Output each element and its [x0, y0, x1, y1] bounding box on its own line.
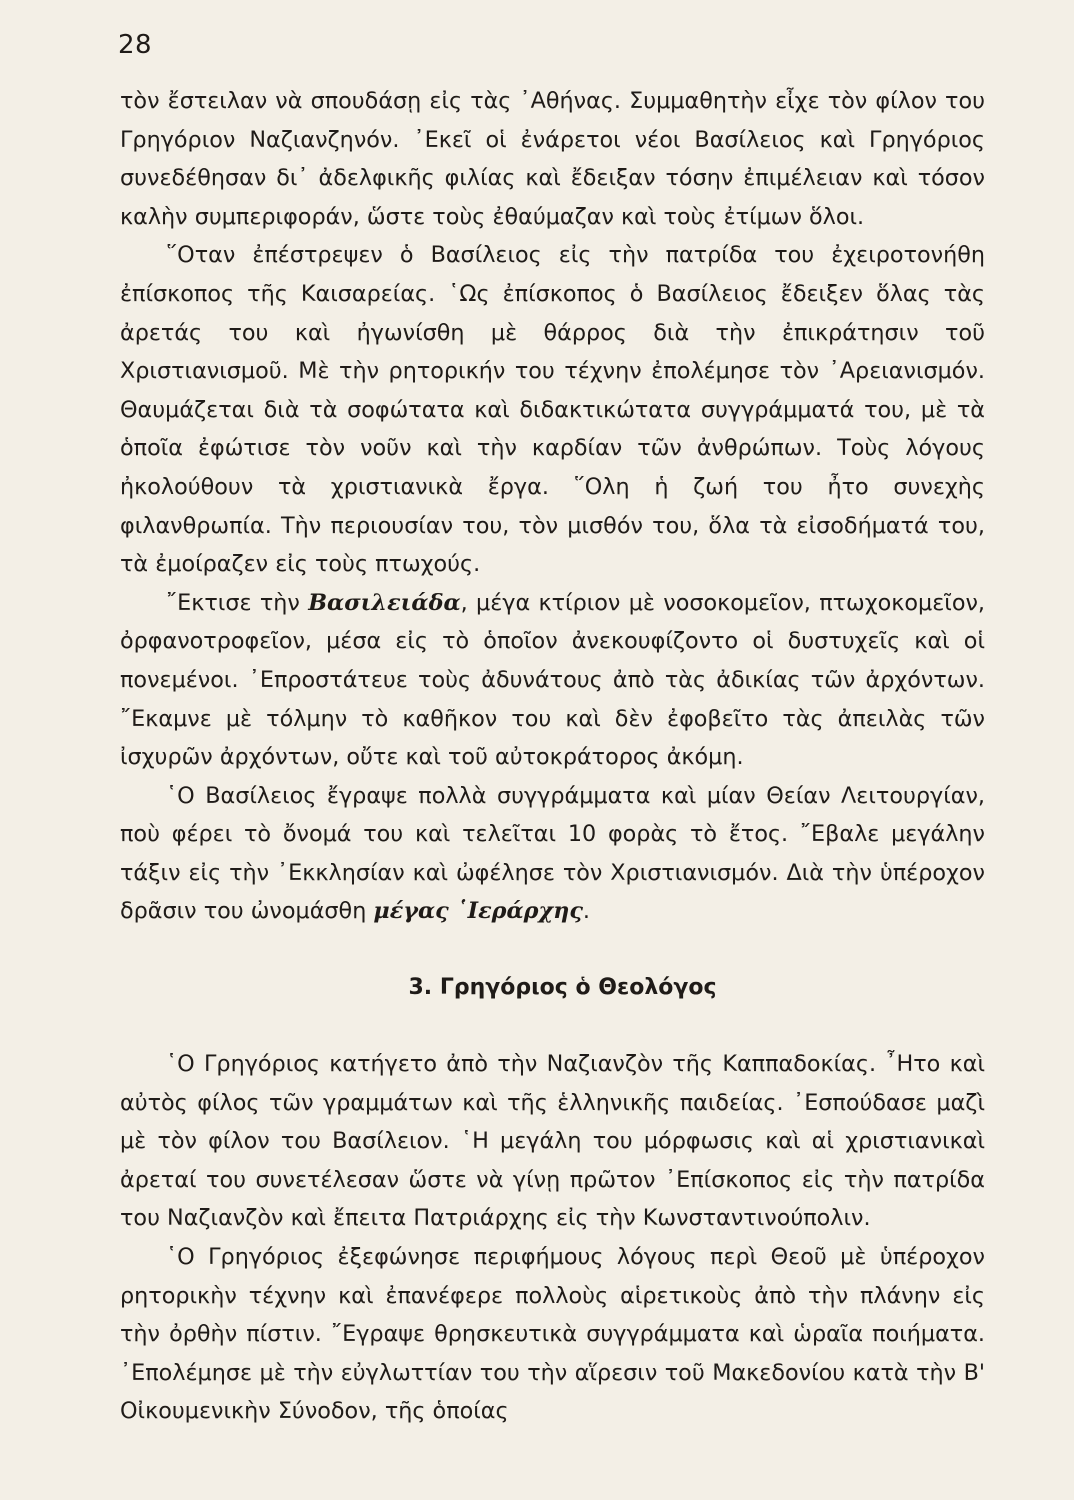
paragraph-gregory-origins: ῾Ο Γρηγόριος κατήγετο ἀπὸ τὴν Ναζιανζὸν τῆς Καππαδοκίας. ῏Ητο καὶ αὐτὸς φίλος τῶν γραμμάτων καὶ τῆς ἑλληνικῆς παιδείας. ᾿Εσπούδασε μαζὶ μὲ τὸν φίλον του Βασίλειον. ῾Η μεγάλη του μόρφωσις καὶ αἱ χριστιανικαὶ ἀρεταί του συνετέλεσαν ὥστε νὰ γίνῃ πρῶτον ᾿Επίσκοπος εἰς τὴν πατρίδα του Ναζιανζὸν καὶ ἔπειτα Πατριάρχης εἰς τὴν Κωνσταντινούπολιν.	[120, 1051, 985, 1232]
page-number: 28	[118, 30, 153, 60]
page-body	[120, 82, 985, 1431]
paragraph-basiliada	[120, 584, 985, 777]
paragraph-gregory-works: ῾Ο Γρηγόριος ἐξεφώνησε περιφήμους λόγους περὶ Θεοῦ μὲ ὑπέροχον ρητορικὴν τέχνην καὶ ἐπανέφερε πολλοὺς αἱρετικοὺς ἀπὸ τὴν πλάνην εἰς τὴν ὀρθὴν πίστιν. ῎Εγραψε θρησκευτικὰ συγγράμματα καὶ ὡραῖα ποιήματα. ᾿Επολέμησε μὲ τὴν εὐγλωττίαν του τὴν αἵρεσιν τοῦ Μακεδονίου κατὰ τὴν Β' Οἰκουμενικὴν Σύνοδον, τῆς ὁποίας	[120, 1244, 985, 1425]
paragraph-text: ῎Εκτισε τὴν	[166, 589, 309, 616]
paragraph-bishop-of-caesarea: ῞Οταν ἐπέστρεψεν ὁ Βασίλειος εἰς τὴν πατρίδα του ἐχειροτονήθη ἐπίσκοπος τῆς Καισαρείας. ῾Ως ἐπίσκοπος ὁ Βασίλειος ἔδειξεν ὅλας τὰς ἀρετάς του καὶ ἠγωνίσθη μὲ θάρρος διὰ τὴν ἐπικράτησιν τοῦ Χριστιανισμοῦ. Μὲ τὴν ρητορικήν του τέχνην ἐπολέμησε τὸν ᾿Αρειανισμόν. Θαυμάζεται διὰ τὰ σοφώτατα καὶ διδακτικώτατα συγγράμματά του, μὲ τὰ ὁποῖα ἐφώτισε τὸν νοῦν καὶ τὴν καρδίαν τῶν ἀνθρώπων. Τοὺς λόγους ἠκολούθουν τὰ χριστιανικὰ ἔργα. ῞Ολη ἡ ζωή του ἦτο συνεχὴς φιλανθρωπία. Τὴν περιουσίαν του, τὸν μισθόν του, ὅλα τὰ εἰσοδήματά του, τὰ ἐμοίραζεν εἰς τοὺς πτωχούς.	[120, 242, 985, 578]
paragraph-text: , μέγα κτίριον μὲ νοσοκομεῖον, πτωχοκομεῖον, ὀρφανοτροφεῖον, μέσα εἰς τὸ ὁποῖον ἀνεκουφίζοντο οἱ δυστυχεῖς καὶ οἱ πονεμένοι. ᾿Επροστάτευε τοὺς ἀδυνάτους ἀπὸ τὰς ἀδικίας τῶν ἀρχόντων. ῎Εκαμνε μὲ τόλμην τὸ καθῆκον του καὶ δὲν ἐφοβεῖτο τὰς ἀπειλὰς τῶν ἰσχυρῶν ἀρχόντων, οὔτε καὶ τοῦ αὐτοκράτορος ἀκόμη.	[120, 589, 985, 771]
paragraph-athens-studies: τὸν ἔστειλαν νὰ σπουδάσῃ εἰς τὰς ᾿Αθήνας. Συμμαθητὴν εἶχε τὸν φίλον του Γρηγόριον Ναζιανζηνόν. ᾿Εκεῖ οἱ ἐνάρετοι νέοι Βασίλειος καὶ Γρηγόριος συνεδέθησαν δι᾿ ἀδελφικῆς φιλίας καὶ ἔδειξαν τόσην ἐπιμέλειαν καὶ τόσον καλὴν συμπεριφοράν, ὥστε τοὺς ἐθαύμαζαν καὶ τοὺς ἐτίμων ὅλοι.	[120, 88, 985, 230]
section-heading-gregory: 3. Γρηγόριος ὁ Θεολόγος	[408, 975, 717, 1001]
emphasized-term-great-hierarch: μέγας ῾Ιεράρχης	[373, 898, 583, 925]
emphasized-term-basiliada: Βασιλειάδα	[308, 589, 461, 616]
paragraph-text: .	[582, 898, 591, 925]
paragraph-writings-of-basil	[120, 777, 985, 931]
paragraph-text: ῾Ο Βασίλειος ἔγραψε πολλὰ συγγράμματα καὶ μίαν Θείαν Λειτουργίαν, ποὺ φέρει τὸ ὄνομά του καὶ τελεῖται 10 φορὰς τὸ ἔτος. ῎Εβαλε μεγάλην τάξιν εἰς τὴν ᾿Εκκλησίαν καὶ ὠφέλησε τὸν Χριστιανισμόν. Διὰ τὴν ὑπέροχον δρᾶσιν του ὠνομάσθη	[120, 782, 985, 925]
